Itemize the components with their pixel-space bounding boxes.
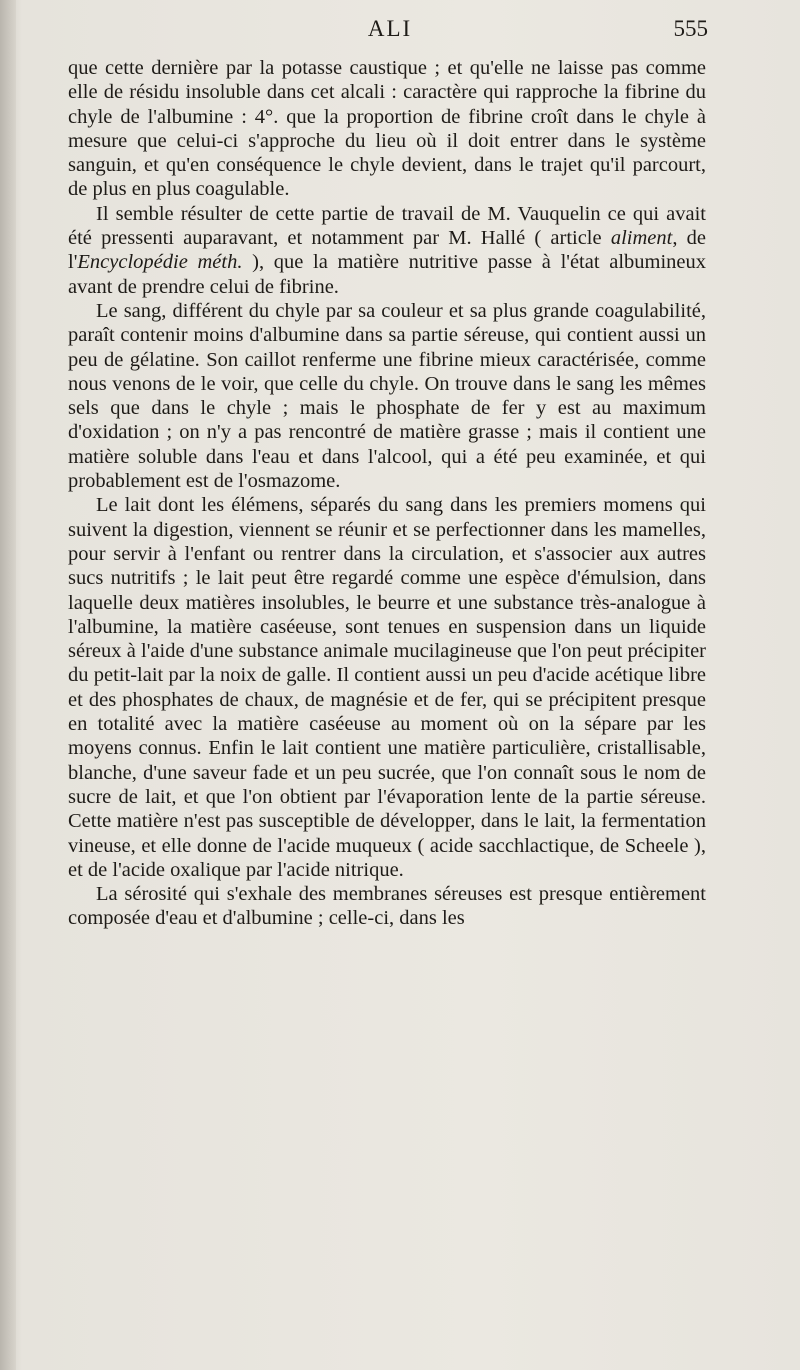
- paragraph-2-italic-aliment: aliment: [610, 227, 673, 250]
- page-number: 555: [673, 16, 708, 41]
- paragraph-2-italic-encyclopedie: Encyclopédie méth.: [77, 251, 243, 274]
- running-head: ALI: [367, 16, 413, 41]
- paragraph-3: Le sang, différent du chyle par sa couleur et sa plus grande coagulabilité, paraît contenir moins d'albumine dans sa partie séreuse, qui contient aussi un peu de gélatine. Son caillot renferme une fibrine mieux caractérisée, comme nous venons de le voir, que celle du chyle. On trouve dans le sang les mêmes sels que dans le chyle ; mais le phosphate de fer y est au maximum d'oxidation ; on n'y a pas rencontré de matière grasse ; mais il contient une matière soluble dans l'eau et dans l'alcool, qui a été peu examinée, et qui probablement est de l'osmazome.: [68, 299, 706, 493]
- paragraph-2-middle: , de l': [68, 227, 706, 274]
- body-text: [68, 56, 706, 931]
- paragraph-2-before: Il semble résulter de cette partie de travail de M. Vauquelin ce qui avait été pressenti auparavant, et notamment par M. Hallé ( article: [68, 202, 706, 250]
- paragraph-4: Le lait dont les élémens, séparés du sang dans les premiers momens qui suivent la digestion, viennent se réunir et se perfectionner dans les mamelles, pour servir à l'enfant ou rentrer dans la circulation, et s'associer aux autres sucs nutritifs ; le lait peut être regardé comme une espèce d'émulsion, dans laquelle deux matières insolubles, le beurre et une substance très-analogue à l'albumine, la matière caséeuse, sont tenues en suspension dans un liquide séreux à l'aide d'une substance animale mucilagineuse que l'on peut précipiter du petit-lait par la noix de galle. Il contient aussi un peu d'acide acétique libre et des phosphates de chaux, de magnésie et de fer, qui se précipitent presque en totalité avec la matière caséeuse au moment où on la sépare par les moyens connus. Enfin le lait contient une matière particulière, cristallisable, blanche, d'une saveur fade et un peu sucrée, que l'on connaît sous le nom de sucre de lait, et que l'on obtient par l'évaporation lente de la partie séreuse. Cette matière n'est pas susceptible de développer, dans le lait, la fermentation vineuse, et elle donne de l'acide muqueux ( acide sacchlactique, de Scheele ), et de l'acide oxalique par l'acide nitrique.: [68, 494, 706, 881]
- page-gutter-shadow: [0, 0, 16, 1370]
- paragraph-5: La sérosité qui s'exhale des membranes séreuses est presque entièrement composée d'eau et d'albumine ; celle-ci, dans les: [68, 883, 706, 930]
- paragraph-2: [68, 202, 706, 299]
- paragraph-2-after: ), que la matière nutritive passe à l'état albumineux avant de prendre celui de fibrine.: [68, 251, 706, 298]
- paragraph-1: que cette dernière par la potasse caustique ; et qu'elle ne laisse pas comme elle de résidu insoluble dans cet alcali : caractère qui rapproche la fibrine du chyle de l'albumine : 4°. que la proportion de fibrine croît dans le chyle à mesure que celui-ci s'approche du lieu où il doit entrer dans le système sanguin, et qu'en conséquence le chyle devient, dans le trajet qu'il parcourt, de plus en plus coagulable.: [68, 57, 706, 201]
- page-header: [70, 14, 710, 48]
